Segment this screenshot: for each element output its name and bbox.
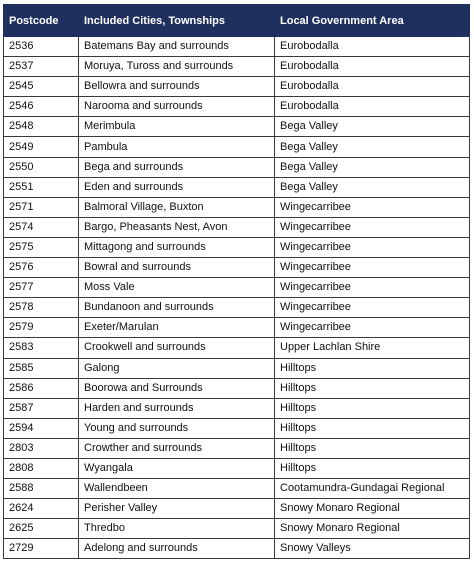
table-row xyxy=(4,157,470,177)
table-row xyxy=(4,237,470,257)
table-row xyxy=(4,77,470,97)
postcode-cell: 2551 xyxy=(4,177,79,197)
lga-cell: Wingecarribee xyxy=(275,217,470,237)
table-row xyxy=(4,398,470,418)
table-row xyxy=(4,57,470,77)
cities-cell: Perisher Valley xyxy=(79,499,275,519)
lga-cell: Hilltops xyxy=(275,358,470,378)
header-included-cities: Included Cities, Townships xyxy=(79,5,275,37)
header-postcode: Postcode xyxy=(4,5,79,37)
cities-cell: Bundanoon and surrounds xyxy=(79,298,275,318)
cities-cell: Galong xyxy=(79,358,275,378)
postcode-cell: 2548 xyxy=(4,117,79,137)
lga-cell: Upper Lachlan Shire xyxy=(275,338,470,358)
cities-cell: Crowther and surrounds xyxy=(79,438,275,458)
cities-cell: Narooma and surrounds xyxy=(79,97,275,117)
cities-cell: Harden and surrounds xyxy=(79,398,275,418)
lga-cell: Hilltops xyxy=(275,438,470,458)
cities-cell: Moss Vale xyxy=(79,278,275,298)
lga-cell: Cootamundra-Gundagai Regional xyxy=(275,479,470,499)
cities-cell: Eden and surrounds xyxy=(79,177,275,197)
table-row xyxy=(4,258,470,278)
cities-cell: Bega and surrounds xyxy=(79,157,275,177)
lga-cell: Eurobodalla xyxy=(275,57,470,77)
table-header xyxy=(4,5,470,37)
header-local-government-area: Local Government Area xyxy=(275,5,470,37)
table-row xyxy=(4,217,470,237)
table-row xyxy=(4,117,470,137)
cities-cell: Crookwell and surrounds xyxy=(79,338,275,358)
table-row xyxy=(4,137,470,157)
postcode-cell: 2546 xyxy=(4,97,79,117)
postcode-cell: 2583 xyxy=(4,338,79,358)
table-row xyxy=(4,499,470,519)
table-row xyxy=(4,458,470,478)
table-row xyxy=(4,438,470,458)
lga-cell: Wingecarribee xyxy=(275,237,470,257)
table-row xyxy=(4,378,470,398)
table-body xyxy=(4,37,470,559)
cities-cell: Wallendbeen xyxy=(79,479,275,499)
cities-cell: Moruya, Tuross and surrounds xyxy=(79,57,275,77)
lga-cell: Hilltops xyxy=(275,378,470,398)
header-row xyxy=(4,5,470,37)
cities-cell: Bargo, Pheasants Nest, Avon xyxy=(79,217,275,237)
postcode-cell: 2803 xyxy=(4,438,79,458)
cities-cell: Balmoral Village, Buxton xyxy=(79,197,275,217)
table-row xyxy=(4,539,470,559)
cities-cell: Young and surrounds xyxy=(79,418,275,438)
postcode-cell: 2585 xyxy=(4,358,79,378)
table-row xyxy=(4,278,470,298)
lga-cell: Bega Valley xyxy=(275,177,470,197)
table-row xyxy=(4,97,470,117)
lga-cell: Snowy Valleys xyxy=(275,539,470,559)
lga-cell: Snowy Monaro Regional xyxy=(275,519,470,539)
cities-cell: Thredbo xyxy=(79,519,275,539)
table-row xyxy=(4,197,470,217)
lga-cell: Bega Valley xyxy=(275,117,470,137)
cities-cell: Adelong and surrounds xyxy=(79,539,275,559)
postcode-cell: 2625 xyxy=(4,519,79,539)
table-row xyxy=(4,338,470,358)
lga-cell: Hilltops xyxy=(275,398,470,418)
cities-cell: Pambula xyxy=(79,137,275,157)
postcode-cell: 2588 xyxy=(4,479,79,499)
postcode-cell: 2729 xyxy=(4,539,79,559)
postcode-cell: 2574 xyxy=(4,217,79,237)
postcode-cell: 2571 xyxy=(4,197,79,217)
cities-cell: Exeter/Marulan xyxy=(79,318,275,338)
cities-cell: Merimbula xyxy=(79,117,275,137)
postcode-cell: 2579 xyxy=(4,318,79,338)
lga-cell: Snowy Monaro Regional xyxy=(275,499,470,519)
lga-cell: Hilltops xyxy=(275,458,470,478)
postcode-cell: 2624 xyxy=(4,499,79,519)
postcode-cell: 2808 xyxy=(4,458,79,478)
table-row xyxy=(4,298,470,318)
cities-cell: Wyangala xyxy=(79,458,275,478)
postcode-cell: 2576 xyxy=(4,258,79,278)
lga-cell: Bega Valley xyxy=(275,137,470,157)
postcode-table xyxy=(3,4,470,559)
postcode-cell: 2577 xyxy=(4,278,79,298)
table-row xyxy=(4,479,470,499)
postcode-table-container xyxy=(3,4,469,559)
table-row xyxy=(4,418,470,438)
lga-cell: Wingecarribee xyxy=(275,298,470,318)
postcode-cell: 2575 xyxy=(4,237,79,257)
table-row xyxy=(4,519,470,539)
postcode-cell: 2587 xyxy=(4,398,79,418)
cities-cell: Mittagong and surrounds xyxy=(79,237,275,257)
lga-cell: Bega Valley xyxy=(275,157,470,177)
postcode-cell: 2550 xyxy=(4,157,79,177)
postcode-cell: 2545 xyxy=(4,77,79,97)
postcode-cell: 2549 xyxy=(4,137,79,157)
table-row xyxy=(4,358,470,378)
lga-cell: Eurobodalla xyxy=(275,77,470,97)
lga-cell: Hilltops xyxy=(275,418,470,438)
postcode-cell: 2537 xyxy=(4,57,79,77)
postcode-cell: 2594 xyxy=(4,418,79,438)
lga-cell: Wingecarribee xyxy=(275,278,470,298)
lga-cell: Wingecarribee xyxy=(275,197,470,217)
postcode-cell: 2536 xyxy=(4,37,79,57)
cities-cell: Boorowa and Surrounds xyxy=(79,378,275,398)
lga-cell: Eurobodalla xyxy=(275,97,470,117)
cities-cell: Bowral and surrounds xyxy=(79,258,275,278)
table-row xyxy=(4,37,470,57)
cities-cell: Batemans Bay and surrounds xyxy=(79,37,275,57)
postcode-cell: 2586 xyxy=(4,378,79,398)
lga-cell: Wingecarribee xyxy=(275,318,470,338)
postcode-cell: 2578 xyxy=(4,298,79,318)
cities-cell: Bellowra and surrounds xyxy=(79,77,275,97)
lga-cell: Eurobodalla xyxy=(275,37,470,57)
lga-cell: Wingecarribee xyxy=(275,258,470,278)
table-row xyxy=(4,177,470,197)
table-row xyxy=(4,318,470,338)
